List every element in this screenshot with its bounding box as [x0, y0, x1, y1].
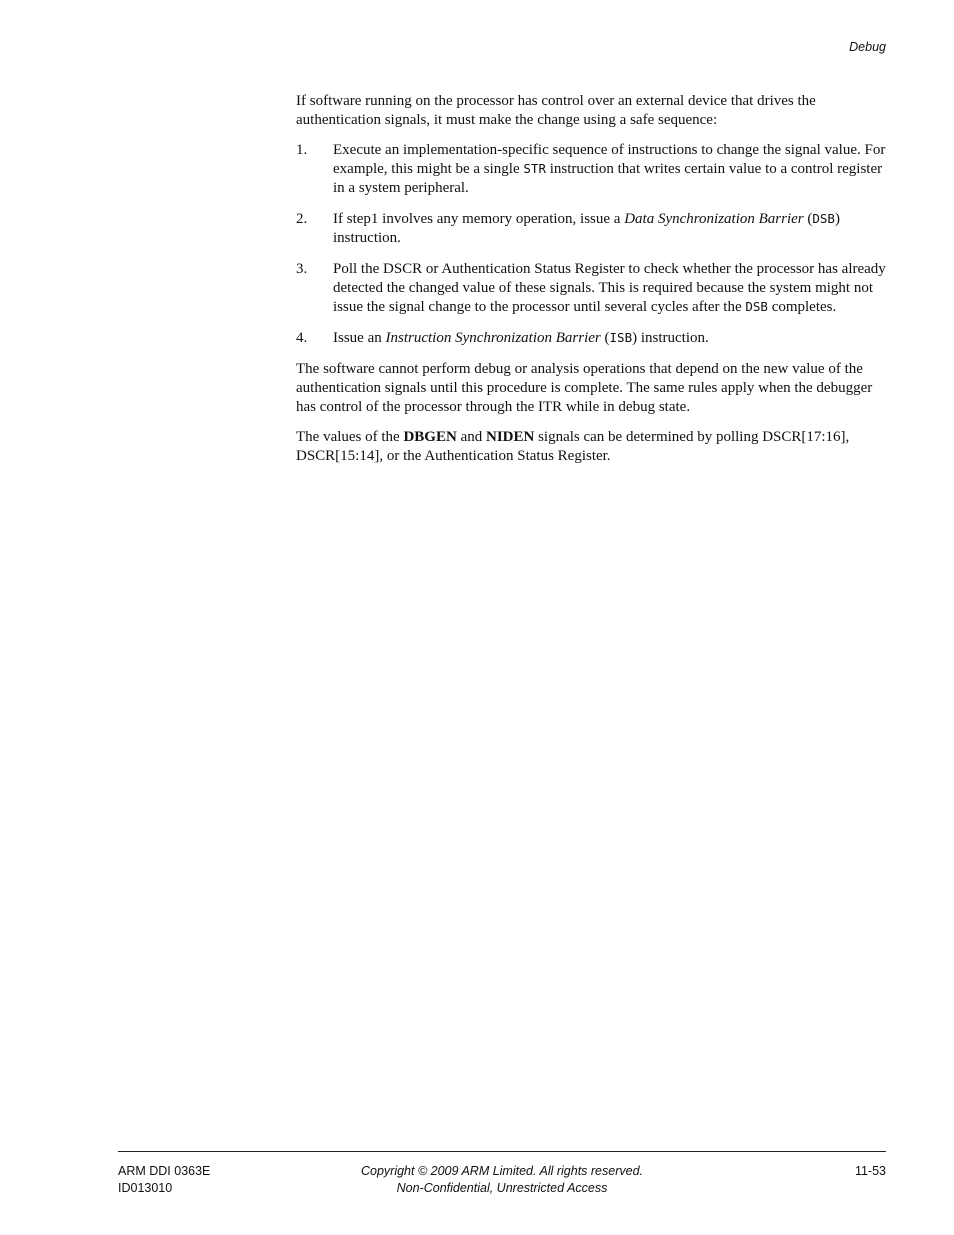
- code-dsb: DSB: [812, 211, 835, 227]
- list-text: Execute an implementation-specific sequence of instructions to change the signal value. For example, this might be a single STR instruction that writes certain value to a control register in a system peripheral.: [333, 142, 886, 196]
- list-number: 1.: [296, 142, 308, 159]
- list-item-2: [296, 210, 888, 247]
- list-number: 4.: [296, 329, 308, 346]
- list-item-1: [296, 141, 888, 197]
- code-str: STR: [523, 161, 546, 177]
- list-text: Issue an Instruction Synchronization Barrier (ISB) instruction.: [333, 329, 709, 346]
- main-content: [296, 92, 888, 478]
- rules-paragraph: The software cannot perform debug or analysis operations that depend on the new value of the authentication signals until this procedure is complete. The same rules apply when the debugger has control of the processor through the ITR while in debug state.: [296, 361, 873, 415]
- list-text: Poll the DSCR or Authentication Status Register to check whether the processor has already detected the changed value of these signals. This is required because the system might not issue the signal change to the processor until several cycles after the DSB completes.: [333, 261, 886, 315]
- signal-niden: NIDEN: [485, 429, 535, 446]
- code-dsb: DSB: [745, 298, 768, 314]
- list-text: If step1 involves any memory operation, issue a Data Synchronization Barrier (DSB) instruction.: [333, 211, 840, 246]
- code-isb: ISB: [609, 329, 633, 345]
- list-number: 3.: [296, 261, 308, 278]
- doc-id: ARM DDI 0363E: [118, 1164, 211, 1178]
- list-number: 2.: [296, 211, 308, 228]
- footer-divider: [118, 1151, 886, 1152]
- sequence-list: [296, 141, 888, 347]
- list-item-3: [296, 260, 888, 316]
- list-item-4: [296, 329, 888, 348]
- intro-paragraph: If software running on the processor has control over an external device that drives the authentication signals, it must make the change using a safe sequence:: [296, 93, 816, 128]
- page-number: 11-53: [854, 1164, 886, 1178]
- term-isb: Instruction Synchronization Barrier: [385, 329, 601, 346]
- access-notice: Non-Confidential, Unrestricted Access: [396, 1181, 608, 1195]
- signals-paragraph: The values of the DBGEN and NIDEN signals can be determined by polling DSCR[17:16], DSCR[15:14], or the Authentication Status Register.: [296, 429, 850, 464]
- footer-legal: [118, 1163, 886, 1197]
- issue-id: ID013010: [118, 1181, 173, 1195]
- running-header-section: Debug: [849, 40, 886, 54]
- signal-dbgen: DBGEN: [403, 429, 457, 446]
- copyright-notice: Copyright © 2009 ARM Limited. All rights reserved.: [360, 1164, 643, 1178]
- term-dsb: Data Synchronization Barrier: [624, 211, 804, 228]
